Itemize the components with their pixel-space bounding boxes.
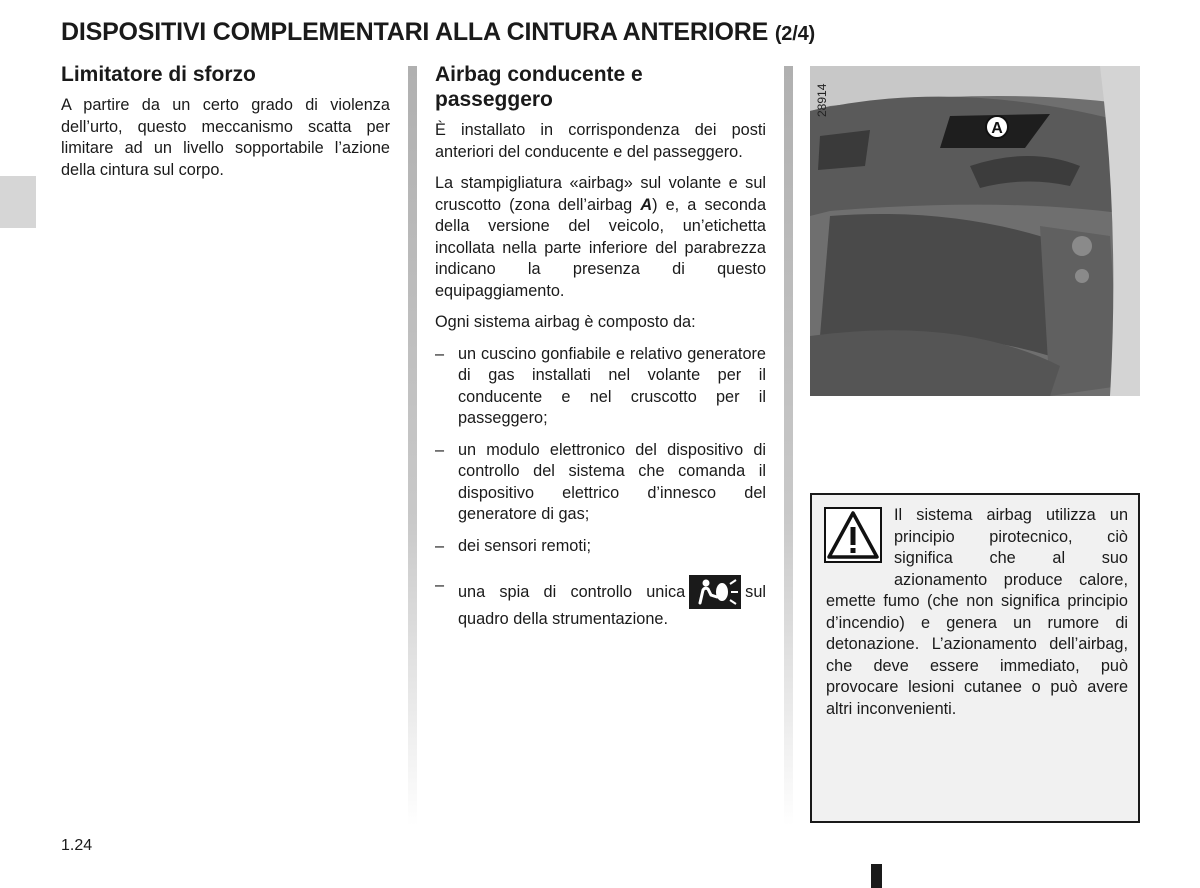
section-tab-marker (0, 176, 36, 228)
page-part-indicator: (2/4) (774, 23, 815, 45)
list-item: – un modulo elettronico del dispositivo di controllo del sistema che comanda il dispositivo elettrico d’innesco del generatore di gas; (435, 440, 766, 526)
left-column (61, 62, 390, 191)
airbag-location-text: È installato in corrispondenza dei posti anteriori del conducente e del passeggero. (435, 121, 766, 161)
warning-lamp-text-start: una spia di controllo unica (458, 583, 686, 601)
list-item: – dei sensori remoti; (435, 536, 766, 558)
warning-text (826, 505, 1128, 720)
airbag-marking-text (435, 173, 766, 302)
page-title-text: DISPOSITIVI COMPLEMENTARI ALLA CINTURA ANTERIORE (61, 18, 769, 46)
figure-reference (812, 72, 832, 122)
column-separator (408, 66, 417, 826)
middle-column (435, 62, 766, 641)
warning-text-body: Il sistema airbag utilizza un principio pirotecnico, ciò significa che al suo azionamento produce calore, emette fumo (che non significa principio d’incendio) e genera un rumore di detonazione. L’azionamento dell’airbag, che deve essere immediato, può provocare lesioni cutanee o può avere altri inconvenienti. (826, 506, 1128, 718)
airbag-components-intro: Ogni sistema airbag è composto da: (435, 313, 696, 331)
figure-ref-number: 28914 (815, 83, 829, 117)
airbag-heading: Airbag conducente e passeggero (435, 63, 643, 111)
dashboard-photo (810, 66, 1140, 396)
photo-callout-a: A (991, 120, 1003, 137)
page-number: 1.24 (61, 837, 93, 854)
warning-lamp-text-end: sul quadro della strumentazione. (458, 583, 766, 628)
airbag-zone-ref: A (640, 195, 653, 214)
load-limiter-text: A partire da un certo grado di violenza dell’urto, questo meccanismo scatta per limitare ad un livello sopportabile l’azione della cintura sul corpo. (61, 96, 390, 179)
load-limiter-heading: Limitatore di sforzo (61, 63, 256, 86)
page-title (61, 18, 815, 47)
list-item: – un cuscino gonfiabile e relativo generatore di gas installati nel volante per il conducente e nel cruscotto per il passeggero; (435, 344, 766, 430)
airbag-warning-lamp-icon (689, 575, 741, 609)
airbag-components-list (435, 344, 766, 631)
list-item (435, 575, 766, 631)
warning-box (810, 493, 1140, 823)
print-mark (871, 864, 882, 888)
column-separator (784, 66, 793, 826)
airbag-marking-text-start: La stampigliatura «airbag» sul volante e sul cruscotto (zona dell’airbag (435, 174, 766, 214)
airbag-marking-text-end: ) e, a seconda della versione del veicolo, un’etichetta incollata nella parte inferiore del parabrezza indicano la presenza di questo equipaggiamento. (435, 195, 766, 300)
